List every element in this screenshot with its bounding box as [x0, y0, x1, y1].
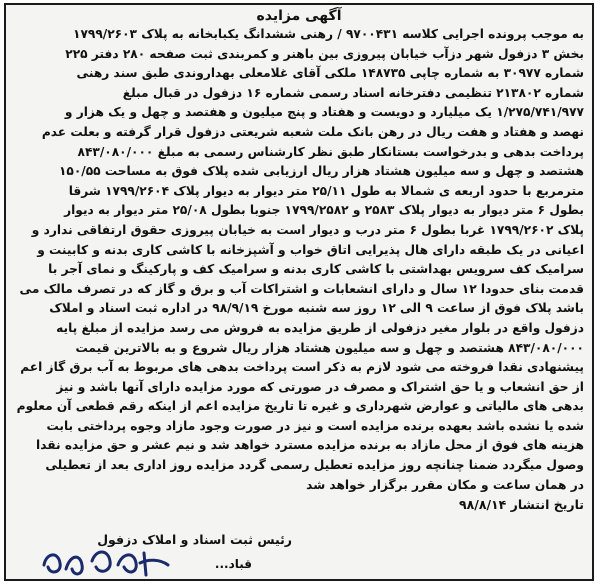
- notice-line: شماره ۲۱۳۸۰۲ تنظیمی دفترخانه اسناد رسمی شماره ۱۶ دزفول در قبال مبلغ: [122, 85, 584, 100]
- notice-line: بدهی های مالیاتی و عوارض شهرداری و غیره تا تاریخ مزایده اعم از اینکه رقم قطعی آن معلوم: [16, 399, 584, 414]
- notice-line: ۱/۲۷۵/۷۴۱/۹۷۷ یک میلیارد و دویست و هفتاد و پنج میلیون و هفتصد و چهل و یک هزار و: [64, 105, 584, 120]
- notice-line: به موجب پرونده اجرایی کلاسه ۹۷۰۰۴۳۱ / رهنی ششدانگ یکبابخانه به پلاک ۱۷۹۹/۲۶۰۳: [73, 27, 584, 41]
- notice-line: سرامیک کف سرویس بهداشتی با کاشی کاری بدنه و سرامیک کف و پارکینگ و نمای آجر با: [48, 262, 584, 277]
- notice-line: پیشنهادی نقدا فروخته می شود لازم به ذکر است پرداخت بدهی های مربوط به آب برق گاز اعم: [20, 360, 584, 375]
- notice-line: در همان ساعت و مکان مقرر برگزار خواهد شد: [306, 477, 584, 492]
- notice-line: بخش ۳ دزفول شهر دزآب خیابان پیروزی بین باهنر و کمربندی ثبت صفحه ۲۸۰ دفتر ۲۲۵: [65, 46, 584, 61]
- notice-line: شماره ۳۰۹۷۷ به شماره چاپی ۱۴۸۷۳۵ ملکی آقای غلامعلی بهداروندی طبق سند رهنی: [76, 66, 584, 81]
- notice-line: بطول ۶ متر دیوار به دیوار پلاک ۲۵۸۳ و ۱۷۹۹/۲۵۸۲ جنوبا بطول ۲۵/۰۸ متر دیوار به دیوار: [64, 203, 584, 218]
- signature-name: قباد...: [214, 557, 252, 571]
- notice-line: اعیانی در یک طبقه دارای هال پذیرایی اتاق خواب و آشپزخانه با کاشی کاری بدنه و کابینت و: [37, 242, 584, 257]
- notice-line: هشتصد و چهل و سه میلیون هشتاد هزار ریال ارزیابی شده پلاک فوق به مساحت ۱۵۰/۵۵: [58, 164, 584, 179]
- handwritten-signature-icon: [36, 535, 186, 581]
- signature-title: رئیس ثبت اسناد و املاک دزفول: [97, 532, 292, 547]
- notice-line: از حق انشعاب و یا حق اشتراک و مصرف در صورتی که مورد مزایده دارای آنها باشد و نیز: [56, 379, 584, 394]
- notice-line: دزفول واقع در بلوار مغیر دزفولی از طریق مزایده به فروش می رسد مزایده از مبلغ پایه: [56, 320, 584, 335]
- newspaper-clipping: [4, 3, 594, 581]
- notice-line: هزینه های فوق از محل مازاد به برنده مزایده مسترد خواهد شد و نیم عشر و حق مزایده نقدا: [36, 438, 584, 453]
- notice-line: وصول میگردد ضمنا چنانچه روز مزایده تعطیل رسمی گردد مزایده روز اداری بعد از تعطیلی: [45, 458, 584, 473]
- notice-line: ۸۴۳/۰۸۰/۰۰۰ هشتصد و چهل و سه میلیون هشتاد هزار ریال شروع و به بالاترین قیمت: [75, 340, 584, 355]
- notice-line: قدمت بنای حدودا ۱۲ سال و دارای انشعابات و اشتراکات آب و برق و گاز که در تصرف مالک می: [19, 281, 584, 296]
- notice-title: آگهی مزایده: [256, 8, 342, 24]
- notice-line: پلاک ۱۷۹۹/۲۶۰۲ غربا بطول ۶ متر درب و دیوار است به خیابان پیروزی حقوق ارتفاقی ندارد و: [31, 222, 584, 237]
- notice-body: [6, 25, 592, 495]
- notice-line: شده یا نشده باشد بعهده برنده مزایده است و نیز در صورت وجود مازاد وجوه پرداختی بابت: [46, 418, 584, 433]
- notice-line: نهصد و هفتاد و هفت ریال در رهن بانک ملت شعبه شریعتی دزفول قرار گرفته و بعلت عدم: [41, 124, 584, 139]
- notice-line: مترمربع با حدود اربعه ی شمالا به طول ۲۵/۱۱ متر دیوار به دیوار پلاک ۱۷۹۹/۲۶۰۴ شرقا: [68, 183, 584, 198]
- notice-line: پرداخت بدهی و بدرخواست بستانکار طبق نظر کارشناس رسمی به مبلغ ۸۴۳/۰۸۰/۰۰۰: [77, 144, 584, 159]
- notice-line: باشد پلاک فوق از ساعت ۹ الی ۱۲ روز سه شنبه مورخ ۹۸/۹/۱۹ در اداره ثبت اسناد و املاک: [49, 301, 584, 316]
- publish-date: تاریخ انتشار ۹۸/۸/۱۴: [459, 497, 584, 513]
